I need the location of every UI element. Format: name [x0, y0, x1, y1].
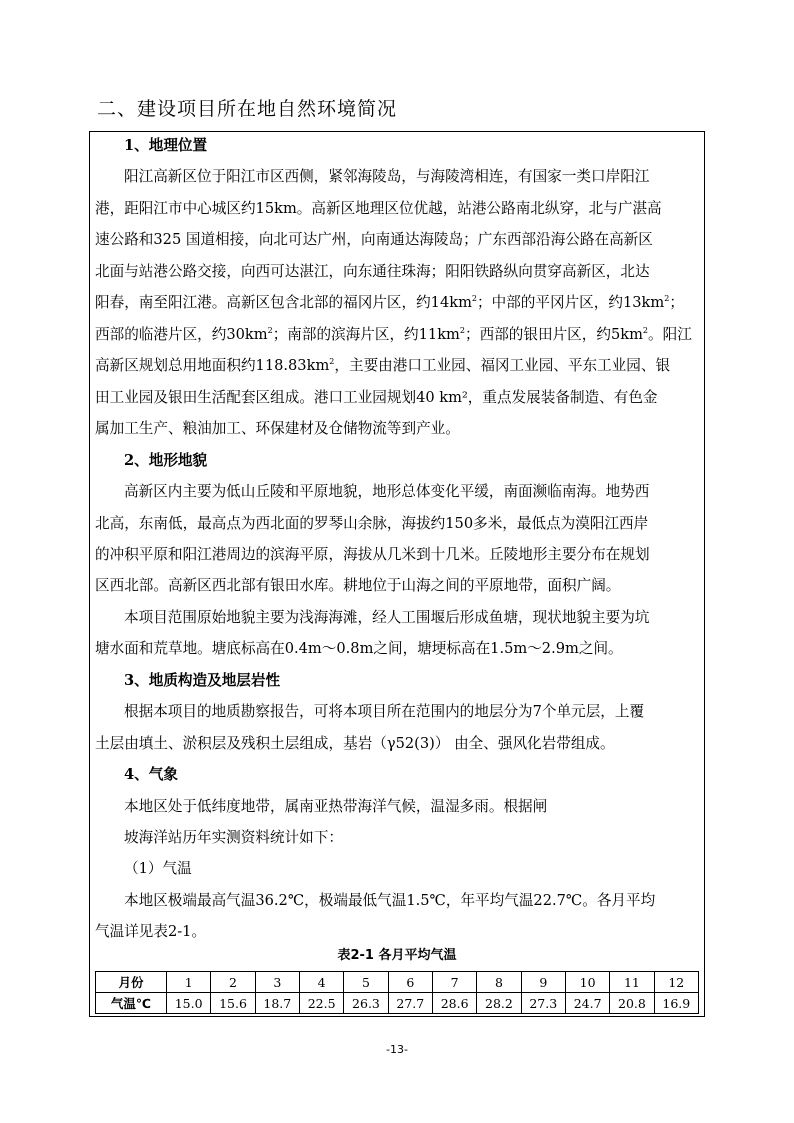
paragraph-line: 本项目范围原始地貌主要为浅海海滩，经人工围堰后形成鱼塘，现状地貌主要为坑 — [124, 609, 650, 626]
paragraph-line: 的冲积平原和阳江港周边的滨海平原，海拔从几米到十几米。丘陵地形主要分布在规划 — [95, 546, 650, 563]
superscript: 2 — [267, 326, 273, 336]
row-header-temperature: 气温℃ — [96, 993, 167, 1014]
paragraph-line: （1）气温 — [124, 860, 192, 877]
paragraph-line: 本地区处于低纬度地带，属南亚热带海洋气候，温湿多雨。根据闸 — [124, 798, 548, 815]
temperature-cell: 20.8 — [610, 993, 654, 1014]
heading-geographic-location: 1、地理位置 — [124, 137, 208, 154]
temperature-cell: 15.6 — [211, 993, 255, 1014]
temperature-cell: 16.9 — [654, 993, 698, 1014]
month-cell: 11 — [610, 972, 654, 993]
text-run: ；西部的银田片区，约5km — [465, 326, 643, 343]
paragraph-line: 气温详见表2-1。 — [95, 923, 207, 940]
temperature-cell: 28.2 — [477, 993, 521, 1014]
month-cell: 12 — [654, 972, 698, 993]
table-caption: 表2-1 各月平均气温 — [337, 948, 457, 963]
temperature-cell: 15.0 — [167, 993, 211, 1014]
table-row — [96, 993, 699, 1014]
superscript: 2 — [471, 294, 478, 304]
row-header-month: 月份 — [96, 972, 167, 993]
temperature-cell: 28.6 — [432, 993, 476, 1014]
paragraph-line: 土层由填土、淤积层及残积土层组成，基岩（γ52(3)） 由全、强风化岩带组成。 — [95, 735, 615, 752]
month-cell: 8 — [477, 972, 521, 993]
text-run: 。阳江 — [648, 326, 692, 343]
paragraph-line — [95, 325, 692, 345]
month-cell: 5 — [344, 972, 388, 993]
text-run: 高新区规划总用地面积约118.83km — [95, 357, 330, 374]
superscript: 2 — [642, 326, 648, 336]
temperature-cell: 24.7 — [565, 993, 609, 1014]
paragraph-line: 田工业园及银田生活配套区组成。港口工业园规划40 km²，重点发展装备制造、有色金 — [95, 389, 658, 406]
month-cell: 10 — [565, 972, 609, 993]
paragraph-line: 本地区极端最高气温36.2℃，极端最低气温1.5℃，年平均气温22.7℃。各月平均 — [124, 892, 656, 909]
heading-topography: 2、地形地貌 — [124, 452, 208, 469]
monthly-temperature-table — [95, 971, 699, 1014]
paragraph-line: 塘水面和荒草地。塘底标高在0.4m～0.8m之间，塘埂标高在1.5m～2.9m之间。 — [95, 640, 623, 657]
table-row — [96, 972, 699, 993]
paragraph-line: 速公路和325 国道相接，向北可达广州，向南通达海陵岛；广东西部沿海公路在高新区 — [95, 231, 653, 248]
temperature-cell: 18.7 — [255, 993, 299, 1014]
month-cell: 2 — [211, 972, 255, 993]
month-cell: 7 — [432, 972, 476, 993]
temperature-cell: 27.7 — [388, 993, 432, 1014]
month-cell: 3 — [255, 972, 299, 993]
paragraph-line: 阳江高新区位于阳江市区西侧，紧邻海陵岛，与海陵湾相连，有国家一类口岸阳江 — [124, 168, 650, 185]
heading-climate: 4、气象 — [124, 766, 178, 783]
text-run: ，主要由港口工业园、福冈工业园、平东工业园、银 — [334, 357, 671, 374]
paragraph-line: 区西北部。高新区西北部有银田水库。耕地位于山海之间的平原地带，面积广阔。 — [95, 577, 621, 594]
superscript: 2 — [329, 357, 335, 367]
superscript: 2 — [664, 294, 670, 304]
paragraph-line — [95, 293, 684, 313]
month-cell: 6 — [388, 972, 432, 993]
month-cell: 4 — [299, 972, 343, 993]
temperature-cell: 27.3 — [521, 993, 565, 1014]
paragraph-line: 北高，东南低，最高点为西北面的罗琴山余脉，海拔约150多米，最低点为漠阳江西岸 — [95, 515, 649, 532]
superscript: 2 — [459, 326, 465, 336]
text-run: 西部的临港片区，约30km — [95, 326, 268, 343]
month-cell: 1 — [167, 972, 211, 993]
temperature-cell: 26.3 — [344, 993, 388, 1014]
paragraph-line: 坡海洋站历年实测资料统计如下： — [124, 829, 343, 846]
paragraph-line: 高新区内主要为低山丘陵和平原地貌，地形总体变化平缓，南面濒临南海。地势西 — [124, 483, 650, 500]
text-run: ；中部的平冈片区，约13km — [477, 294, 665, 311]
paragraph-line: 北面与站港公路交接，向西可达湛江，向东通往珠海；阳阳铁路纵向贯穿高新区，北达 — [95, 263, 650, 280]
text-run: ； — [669, 294, 684, 311]
paragraph-line: 属加工生产、粮油加工、环保建材及仓储物流等到产业。 — [95, 420, 460, 437]
section-title: 二、建设项目所在地自然环境简况 — [97, 98, 398, 120]
paragraph-line: 港，距阳江市中心城区约15km。高新区地理区位优越，站港公路南北纵穿，北与广湛高 — [95, 200, 662, 217]
text-run: ；南部的滨海片区，约11km — [272, 326, 460, 343]
text-run: 阳春，南至阳江港。高新区包含北部的福冈片区，约14km — [95, 294, 472, 311]
heading-geology: 3、地质构造及地层岩性 — [124, 672, 281, 689]
temperature-cell: 22.5 — [299, 993, 343, 1014]
month-cell: 9 — [521, 972, 565, 993]
page-number: -13- — [386, 1043, 408, 1056]
paragraph-line — [95, 356, 670, 376]
paragraph-line: 根据本项目的地质勘察报告，可将本项目所在范围内的地层分为7个单元层，上覆 — [124, 703, 645, 720]
